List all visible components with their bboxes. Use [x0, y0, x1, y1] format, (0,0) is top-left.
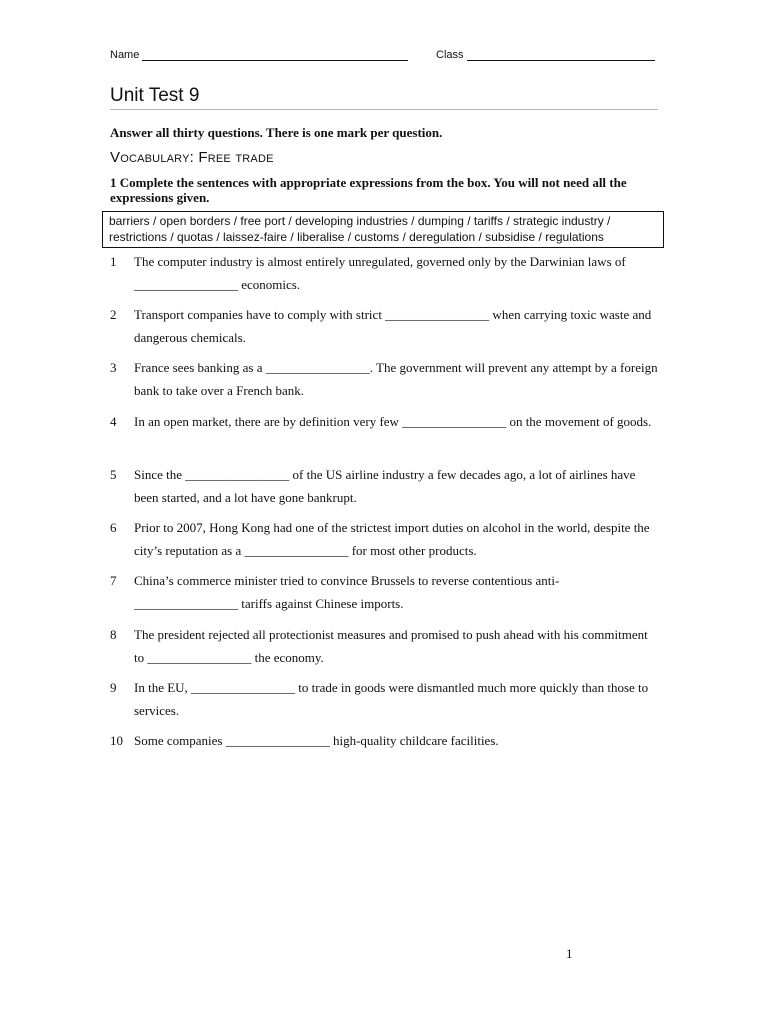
question-number: 4 [110, 414, 117, 429]
question-text: Prior to 2007, Hong Kong had one of the strictest import duties on alcohol in the world, despite the city’s reputation as a ________________ for most other products. [134, 520, 650, 558]
name-label: Name [110, 49, 140, 61]
name-blank-line [142, 50, 408, 61]
section-heading: Vocabulary: Free trade [110, 149, 274, 166]
question-text: Transport companies have to comply with strict ________________ when carrying toxic waste and dangerous chemicals. [134, 307, 652, 345]
page-title: Unit Test 9 [110, 85, 200, 106]
page-number: 1 [566, 946, 573, 961]
question-number: 8 [110, 627, 117, 642]
question-item [110, 729, 660, 752]
class-label: Class [436, 49, 464, 61]
question-number: 5 [110, 467, 117, 482]
test-instructions: Answer all thirty questions. There is one mark per question. [110, 125, 443, 140]
class-blank-line [467, 50, 655, 61]
class-field [436, 49, 655, 61]
question-text: China’s commerce minister tried to convince Brussels to reverse contentious anti-________________ tariffs against Chinese imports. [134, 573, 560, 611]
question-item [110, 303, 660, 349]
question-item [110, 623, 660, 669]
question-text: The computer industry is almost entirely unregulated, governed only by the Darwinian laws of ________________ economics. [134, 254, 626, 292]
word-box-line-2: restrictions / quotas / laissez-faire / liberalise / customs / deregulation / subsidise / regulations [109, 230, 604, 244]
question-item [110, 516, 660, 562]
question-item [110, 250, 660, 296]
title-divider [110, 109, 658, 110]
word-box [102, 211, 664, 248]
question-number: 2 [110, 307, 117, 322]
question-text: France sees banking as a ________________. The government will prevent any attempt by a foreign bank to take over a French bank. [134, 360, 658, 398]
question-text: In an open market, there are by definition very few ________________ on the movement of goods. [134, 414, 652, 429]
question-item [110, 410, 660, 433]
name-field [110, 49, 408, 61]
question-item [110, 676, 660, 722]
question-text: Since the ________________ of the US airline industry a few decades ago, a lot of airlines have been started, and a lot have gone bankrupt. [134, 467, 636, 505]
question-item [110, 569, 660, 615]
question-number: 6 [110, 520, 117, 535]
question-number: 7 [110, 573, 117, 588]
question-text: In the EU, ________________ to trade in goods were dismantled much more quickly than those to services. [134, 680, 649, 718]
question-item [110, 463, 660, 509]
question-number: 9 [110, 680, 117, 695]
question-text: Some companies ________________ high-quality childcare facilities. [134, 733, 499, 748]
question-number: 1 [110, 254, 117, 269]
question-item [110, 356, 660, 402]
task-instructions: 1 Complete the sentences with appropriate expressions from the box. You will not need all the expressions given. [110, 175, 627, 205]
word-box-line-1: barriers / open borders / free port / developing industries / dumping / tariffs / strategic industry / [109, 214, 611, 228]
question-number: 10 [110, 733, 123, 748]
question-number: 3 [110, 360, 117, 375]
question-text: The president rejected all protectionist measures and promised to push ahead with his commitment to ________________ the economy. [134, 627, 648, 665]
